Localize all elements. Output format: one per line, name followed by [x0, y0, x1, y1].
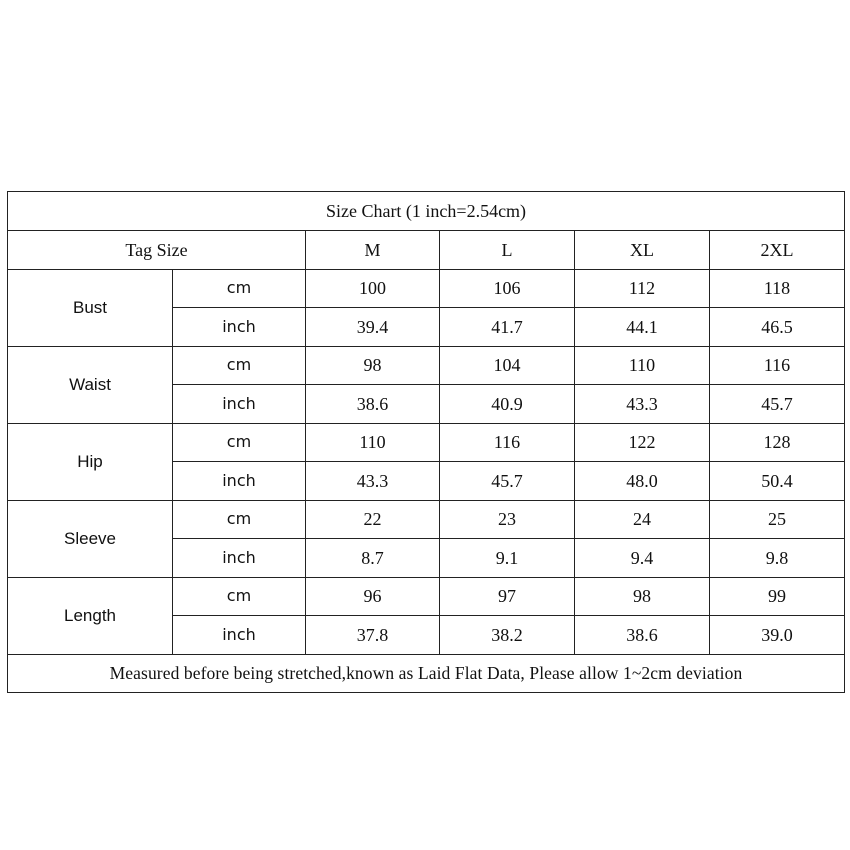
size-header-xl: XL — [575, 231, 710, 270]
value-cell: 98 — [306, 346, 440, 385]
value-cell: 46.5 — [710, 308, 845, 347]
measure-row-bust-cm — [8, 269, 845, 308]
value-cell: 43.3 — [306, 462, 440, 501]
value-cell: 39.0 — [710, 616, 845, 655]
value-cell: 50.4 — [710, 462, 845, 501]
measure-row-waist-cm — [8, 346, 845, 385]
value-cell: 25 — [710, 500, 845, 539]
value-cell: 45.7 — [440, 462, 575, 501]
measure-row-hip-cm — [8, 423, 845, 462]
measure-row-length-cm — [8, 577, 845, 616]
measure-name-sleeve: Sleeve — [8, 500, 173, 577]
value-cell: 97 — [440, 577, 575, 616]
value-cell: 38.2 — [440, 616, 575, 655]
value-cell: 98 — [575, 577, 710, 616]
unit-label: inch — [173, 462, 306, 501]
unit-label: cm — [173, 577, 306, 616]
unit-label: cm — [173, 423, 306, 462]
measure-name-length: Length — [8, 577, 173, 654]
size-header-2xl: 2XL — [710, 231, 845, 270]
measure-name-waist: Waist — [8, 346, 173, 423]
value-cell: 24 — [575, 500, 710, 539]
unit-label: cm — [173, 269, 306, 308]
unit-label: cm — [173, 500, 306, 539]
value-cell: 48.0 — [575, 462, 710, 501]
value-cell: 96 — [306, 577, 440, 616]
unit-label: inch — [173, 539, 306, 578]
size-header-l: L — [440, 231, 575, 270]
value-cell: 122 — [575, 423, 710, 462]
value-cell: 110 — [306, 423, 440, 462]
value-cell: 41.7 — [440, 308, 575, 347]
value-cell: 39.4 — [306, 308, 440, 347]
note-row — [8, 654, 845, 693]
value-cell: 104 — [440, 346, 575, 385]
header-row — [8, 231, 845, 270]
value-cell: 38.6 — [306, 385, 440, 424]
unit-label: inch — [173, 308, 306, 347]
value-cell: 37.8 — [306, 616, 440, 655]
value-cell: 9.4 — [575, 539, 710, 578]
measure-name-hip: Hip — [8, 423, 173, 500]
tag-size-label: Tag Size — [8, 231, 306, 270]
value-cell: 118 — [710, 269, 845, 308]
value-cell: 9.8 — [710, 539, 845, 578]
value-cell: 22 — [306, 500, 440, 539]
value-cell: 110 — [575, 346, 710, 385]
value-cell: 8.7 — [306, 539, 440, 578]
measure-row-sleeve-cm — [8, 500, 845, 539]
value-cell: 100 — [306, 269, 440, 308]
value-cell: 99 — [710, 577, 845, 616]
unit-label: inch — [173, 385, 306, 424]
value-cell: 116 — [710, 346, 845, 385]
value-cell: 116 — [440, 423, 575, 462]
value-cell: 45.7 — [710, 385, 845, 424]
value-cell: 44.1 — [575, 308, 710, 347]
measure-name-bust: Bust — [8, 269, 173, 346]
value-cell: 38.6 — [575, 616, 710, 655]
unit-label: cm — [173, 346, 306, 385]
value-cell: 112 — [575, 269, 710, 308]
unit-label: inch — [173, 616, 306, 655]
value-cell: 106 — [440, 269, 575, 308]
size-chart-table — [7, 191, 845, 693]
value-cell: 43.3 — [575, 385, 710, 424]
value-cell: 9.1 — [440, 539, 575, 578]
value-cell: 128 — [710, 423, 845, 462]
title-row — [8, 192, 845, 231]
size-header-m: M — [306, 231, 440, 270]
deviation-note: Measured before being stretched,known as Laid Flat Data, Please allow 1~2cm deviation — [8, 654, 845, 693]
chart-title: Size Chart (1 inch=2.54cm) — [8, 192, 845, 231]
value-cell: 23 — [440, 500, 575, 539]
value-cell: 40.9 — [440, 385, 575, 424]
